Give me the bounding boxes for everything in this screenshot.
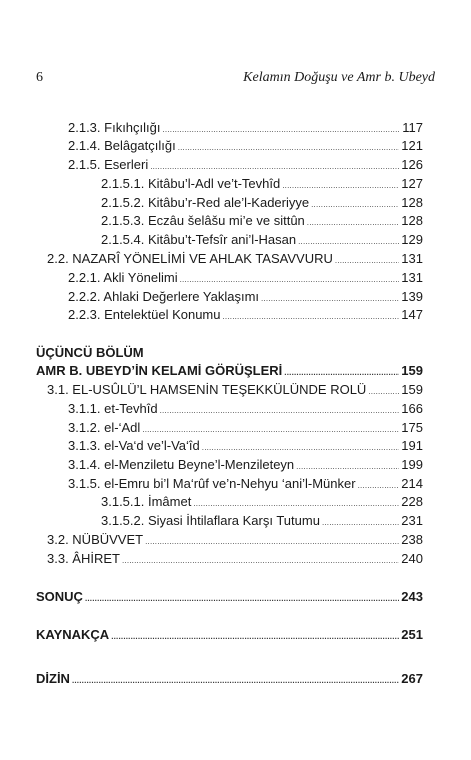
leader-dots bbox=[111, 632, 399, 641]
toc-entry-page: 131 bbox=[401, 251, 423, 266]
toc-entry-page: 166 bbox=[401, 401, 423, 416]
toc-entry-page: 128 bbox=[401, 195, 423, 210]
toc-entry bbox=[101, 513, 423, 531]
leader-dots bbox=[85, 594, 399, 603]
toc-entry-label: 2.1.5.2. Kitâbu’r-Red ale’l-Kaderiyye bbox=[101, 195, 310, 210]
toc-entry-page: 126 bbox=[401, 157, 423, 172]
leader-dots bbox=[145, 537, 399, 546]
leader-dots bbox=[282, 181, 399, 190]
toc-entry-label: 3.1.1. et-Tevhîd bbox=[68, 401, 158, 416]
toc-entry-label: 3.1. EL-USÛLÜ’L HAMSENİN TEŞEKKÜLÜNDE ROLÜ bbox=[47, 382, 367, 397]
toc-entry-page: 159 bbox=[401, 382, 423, 397]
toc-entry bbox=[36, 589, 423, 607]
toc-entry-label: 3.3. ÂHİRET bbox=[47, 551, 120, 566]
toc-entry-page: 214 bbox=[401, 476, 423, 491]
toc-entry bbox=[68, 438, 423, 456]
leader-dots bbox=[311, 200, 399, 209]
toc-entry-label: 3.1.4. el-Menziletu Beyne’l-Menzileteyn bbox=[68, 457, 295, 472]
toc-entry bbox=[47, 551, 423, 569]
leader-dots bbox=[163, 125, 401, 134]
toc-entry-label: 3.1.5.2. Siyasi İhtilaflara Karşı Tutumu bbox=[101, 513, 320, 528]
toc-entry bbox=[47, 532, 423, 550]
toc-entry bbox=[68, 138, 423, 156]
toc-entry-page: 121 bbox=[401, 138, 423, 153]
toc-entry bbox=[101, 195, 423, 213]
toc-entry-page: 251 bbox=[401, 627, 423, 642]
toc-entry-page: 175 bbox=[401, 420, 423, 435]
toc-entry bbox=[68, 289, 423, 307]
toc-entry bbox=[68, 420, 423, 438]
toc-entry-page: 238 bbox=[401, 532, 423, 547]
toc-entry-page: 231 bbox=[401, 513, 423, 528]
toc-entry-label: 2.1.4. Belâgatçılığı bbox=[68, 138, 176, 153]
toc-entry-label: 3.2. NÜBÜVVET bbox=[47, 532, 144, 547]
leader-dots bbox=[150, 162, 399, 171]
toc-entry bbox=[68, 270, 423, 288]
toc-entry-label: 2.2.3. Entelektüel Konumu bbox=[68, 307, 221, 322]
leader-dots bbox=[284, 368, 399, 377]
toc-entry-label: 2.1.3. Fıkıhçılığı bbox=[68, 120, 161, 135]
book-title: Kelamın Doğuşu ve Amr b. Ubeyd bbox=[243, 70, 435, 85]
toc-entry bbox=[36, 671, 423, 689]
leader-dots bbox=[142, 425, 399, 434]
toc-entry-page: 129 bbox=[401, 232, 423, 247]
toc-entry-page: 240 bbox=[401, 551, 423, 566]
toc-entry-page: 131 bbox=[401, 270, 423, 285]
leader-dots bbox=[178, 143, 400, 152]
leader-dots bbox=[368, 387, 399, 396]
toc-entry bbox=[68, 120, 423, 138]
leader-dots bbox=[296, 462, 399, 471]
toc-entry bbox=[36, 363, 423, 381]
toc-entry-label: 2.2.2. Ahlaki Değerlere Yaklaşımı bbox=[68, 289, 260, 304]
toc-entry-label: 2.1.5.4. Kitâbu’t-Tefsîr ani’l-Hasan bbox=[101, 232, 297, 247]
toc-entry-page: 117 bbox=[402, 120, 423, 135]
toc-entry-label: SONUÇ bbox=[36, 589, 83, 604]
toc-entry bbox=[68, 476, 423, 494]
leader-dots bbox=[335, 256, 399, 265]
toc-entry bbox=[101, 232, 423, 250]
toc-entry-label: DİZİN bbox=[36, 671, 70, 686]
toc-entry-label: 3.1.5.1. İmâmet bbox=[101, 494, 192, 509]
toc-entry-page: 139 bbox=[401, 289, 423, 304]
toc-entry-page: 199 bbox=[401, 457, 423, 472]
toc-entry-page: 243 bbox=[401, 589, 423, 604]
toc-entry-page: 147 bbox=[401, 307, 423, 322]
toc-entry bbox=[101, 176, 423, 194]
leader-dots bbox=[180, 275, 400, 284]
toc-entry bbox=[68, 401, 423, 419]
toc-entry-label: 2.1.5.1. Kitâbu’l-Adl ve’t-Tevhîd bbox=[101, 176, 281, 191]
toc-entry-label: 2.2.1. Akli Yönelimi bbox=[68, 270, 178, 285]
toc-entry bbox=[101, 213, 423, 231]
leader-dots bbox=[261, 294, 399, 303]
toc-entry-label: 2.1.5. Eserleri bbox=[68, 157, 149, 172]
toc-entry-label: AMR B. UBEYD’İN KELAMİ GÖRÜŞLERİ bbox=[36, 363, 283, 378]
toc-entry-label: KAYNAKÇA bbox=[36, 627, 110, 642]
section-heading: ÜÇÜNCÜ BÖLÜM bbox=[36, 345, 144, 360]
toc-entry-label: 2.1.5.3. Eczâu šelâšu mi’e ve sittûn bbox=[101, 213, 305, 228]
toc-entry-label: 3.1.2. el-‘Adl bbox=[68, 420, 141, 435]
leader-dots bbox=[307, 218, 400, 227]
toc-entry-label: 2.2. NAZARÎ YÖNELİMİ VE AHLAK TASAVVURU bbox=[47, 251, 333, 266]
leader-dots bbox=[202, 443, 400, 452]
toc-entry-page: 228 bbox=[401, 494, 423, 509]
toc-entry bbox=[47, 251, 423, 269]
toc-entry-page: 267 bbox=[401, 671, 423, 686]
leader-dots bbox=[160, 406, 400, 415]
toc-entry-page: 191 bbox=[401, 438, 423, 453]
leader-dots bbox=[358, 481, 400, 490]
toc-entry-label: 3.1.5. el-Emru bi’l Ma‘rûf ve’n-Nehyu ‘ani’l-Münker bbox=[68, 476, 356, 491]
leader-dots bbox=[72, 676, 399, 685]
page-number: 6 bbox=[36, 70, 43, 85]
toc-entry bbox=[101, 494, 423, 512]
leader-dots bbox=[223, 312, 400, 321]
toc-entry bbox=[36, 627, 423, 645]
leader-dots bbox=[122, 556, 399, 565]
toc-entry-page: 127 bbox=[401, 176, 423, 191]
toc-entry bbox=[68, 157, 423, 175]
leader-dots bbox=[298, 237, 399, 246]
leader-dots bbox=[193, 499, 399, 508]
toc-entry bbox=[47, 382, 423, 400]
toc-entry-label: 3.1.3. el-Va‘d ve’l-Va‘îd bbox=[68, 438, 200, 453]
toc-entry bbox=[68, 457, 423, 475]
toc-entry-page: 128 bbox=[401, 213, 423, 228]
toc-entry-page: 159 bbox=[401, 363, 423, 378]
toc-entry bbox=[68, 307, 423, 325]
leader-dots bbox=[322, 518, 399, 527]
